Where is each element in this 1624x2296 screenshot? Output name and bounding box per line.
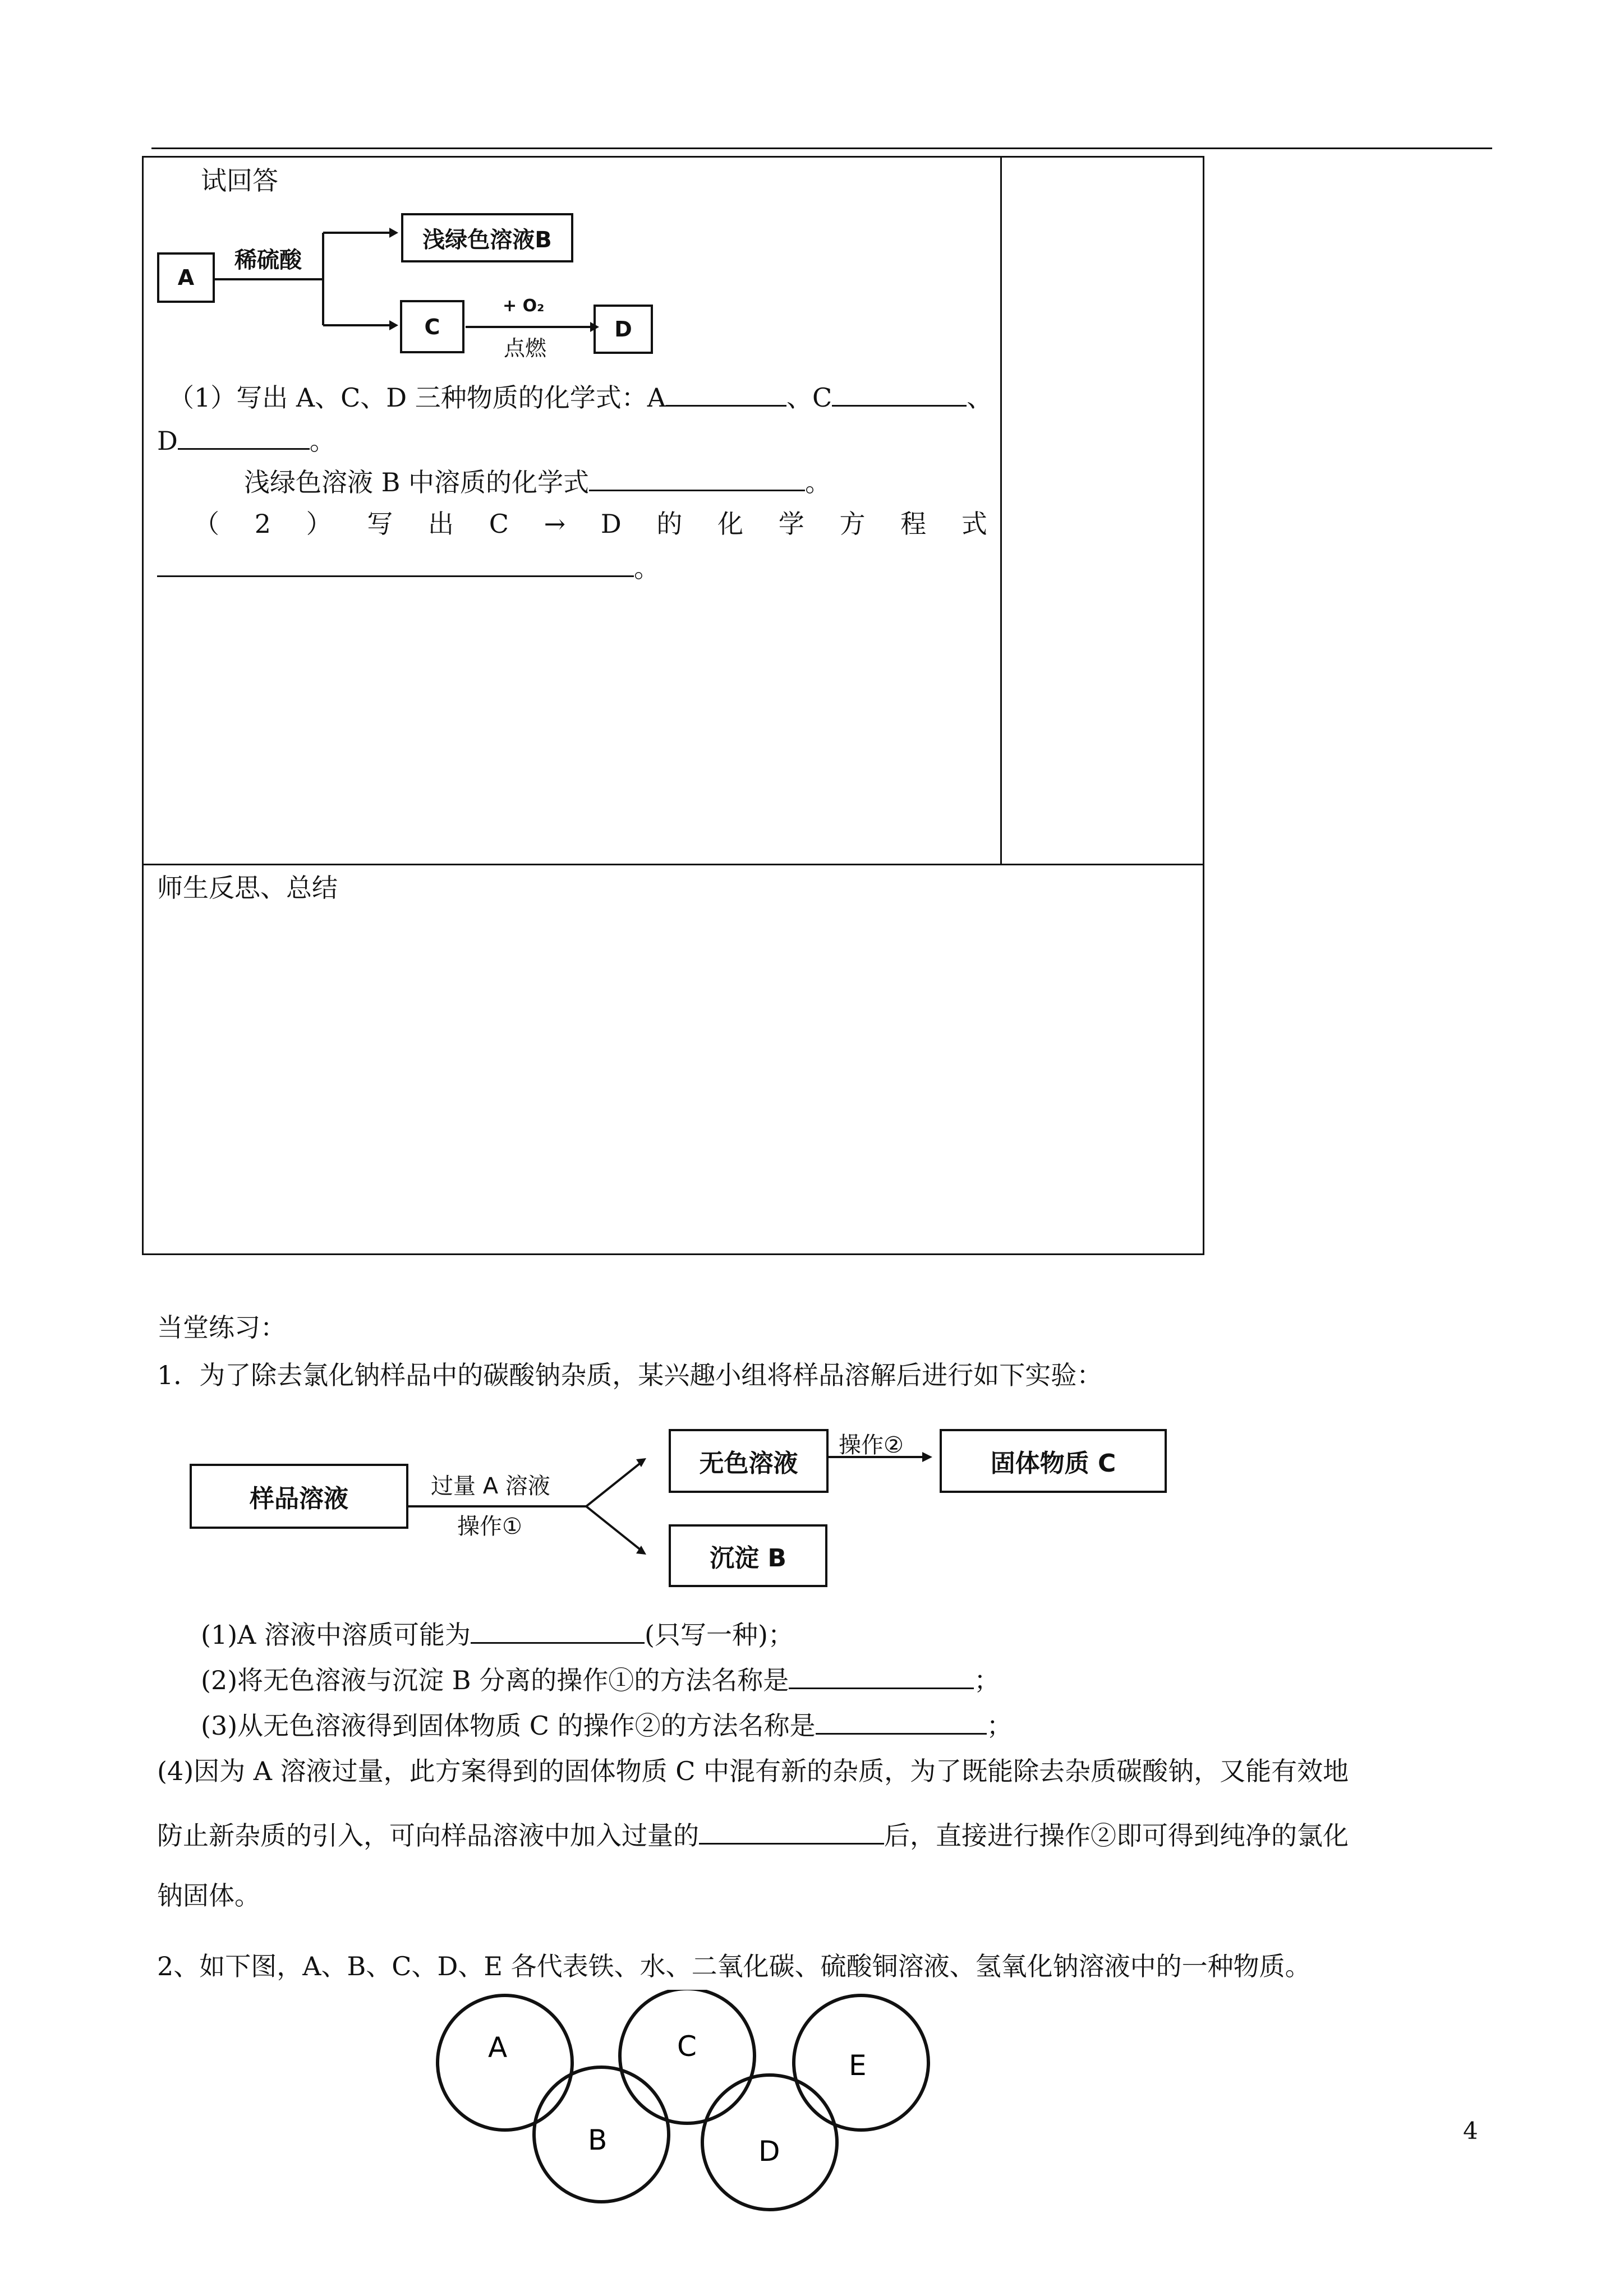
question-1-sep-c: 、C xyxy=(786,382,832,413)
question-2-answer-line xyxy=(157,550,660,585)
ring-label-d: D xyxy=(758,2135,780,2168)
sub-question-3-text: (3)从无色溶液得到固体物质 C 的操作②的方法名称是 xyxy=(201,1711,816,1741)
page-number: 4 xyxy=(1463,2117,1478,2145)
flow2-reagent-top: 过量 A 溶液 xyxy=(431,1473,550,1499)
ring-label-e: E xyxy=(849,2049,867,2082)
ring-label-a: A xyxy=(488,2031,508,2064)
ring-label-c: C xyxy=(677,2030,697,2063)
arrowhead-c xyxy=(389,320,398,330)
flow2-reagent-bottom: 操作① xyxy=(457,1514,522,1539)
answer-blank-op2[interactable] xyxy=(816,1707,987,1735)
question-1-sep-end: 、 xyxy=(967,382,993,413)
q2-char: 学 xyxy=(778,509,804,539)
sub-question-4-line-2 xyxy=(157,1817,1349,1852)
ring-label-b: B xyxy=(588,2124,608,2156)
practice-question-1: 1．为了除去氯化钠样品中的碳酸钠杂质，某兴趣小组将样品溶解后进行如下实验： xyxy=(157,1360,1103,1390)
flow1-box-d xyxy=(594,305,653,354)
q2-char: 出 xyxy=(428,509,454,539)
q2-char: 写 xyxy=(367,509,393,539)
flow1-box-a-label: A xyxy=(177,265,195,290)
table-column-divider xyxy=(1000,156,1002,864)
question-1-line-b xyxy=(244,464,831,499)
flow2-sample-label: 样品溶液 xyxy=(250,1484,348,1513)
q2-char: ） xyxy=(306,509,332,539)
q2-char: 2 xyxy=(254,509,271,539)
summary-title: 师生反思、总结 xyxy=(157,873,338,903)
flow2-box-sample xyxy=(190,1464,408,1529)
flow1-condition-top: + O₂ xyxy=(503,296,545,316)
practice-question-2: 2、如下图，A、B、C、D、E 各代表铁、水、二氧化碳、硫酸铜溶液、氢氧化钠溶液中的一种物质。 xyxy=(157,1951,1311,1981)
answer-blank-c[interactable] xyxy=(832,379,967,407)
q2-char: D xyxy=(600,509,622,539)
question-1-d-period: 。 xyxy=(309,426,335,456)
flow2-branch-down xyxy=(586,1506,640,1549)
flow2-box-precip xyxy=(669,1524,827,1587)
flow1-box-b-label: 浅绿色溶液B xyxy=(422,227,552,253)
sub-question-4-tail: 后，直接进行操作②即可得到纯净的氯化 xyxy=(884,1820,1349,1851)
sub-question-2 xyxy=(201,1662,1000,1697)
question-2-period: 。 xyxy=(634,553,660,583)
practice-heading: 当堂练习： xyxy=(157,1312,286,1343)
cell-title: 试回答 xyxy=(201,165,278,196)
sub-question-1-tail: (只写一种)； xyxy=(645,1620,794,1650)
question-2-line xyxy=(194,507,987,541)
sub-question-1 xyxy=(201,1616,794,1652)
answer-blank-a[interactable] xyxy=(666,379,786,407)
answer-blank-op1[interactable] xyxy=(789,1662,974,1689)
question-1-b-label: 浅绿色溶液 B 中溶质的化学式 xyxy=(244,467,590,497)
q2-char: 程 xyxy=(900,509,927,539)
q2-char: 化 xyxy=(717,509,744,539)
flow2-colorless-label: 无色溶液 xyxy=(699,1449,798,1478)
flow2-arrowhead-op2 xyxy=(922,1452,932,1462)
flow1-box-a xyxy=(157,252,215,303)
q2-char: C xyxy=(489,509,509,539)
question-1-prefix: （1）写出 A、C、D 三种物质的化学式：A xyxy=(168,382,666,413)
sub-question-1-text: (1)A 溶液中溶质可能为 xyxy=(201,1620,471,1650)
q2-char: （ xyxy=(194,509,219,539)
flow2-branch-up xyxy=(586,1464,640,1506)
table-row-divider xyxy=(142,864,1204,865)
sub-question-4-line-3: 钠固体。 xyxy=(157,1880,260,1911)
q2-char: 式 xyxy=(961,509,987,539)
answer-blank-b-solute[interactable] xyxy=(589,464,805,491)
question-1-line-d xyxy=(157,422,335,458)
sub-question-3-tail: ； xyxy=(986,1711,1013,1741)
sub-question-2-text: (2)将无色溶液与沉淀 B 分离的操作①的方法名称是 xyxy=(201,1665,789,1695)
flow2-box-solid xyxy=(940,1429,1167,1493)
flow1-condition-bottom: 点燃 xyxy=(504,336,547,361)
arrowhead-b xyxy=(389,228,398,238)
question-1-line xyxy=(168,379,992,414)
q2-char: 方 xyxy=(839,509,866,539)
sub-question-2-tail: ； xyxy=(974,1665,1000,1695)
flow1-box-b xyxy=(401,213,573,262)
question-1-b-period: 。 xyxy=(805,467,831,497)
flow1-box-c-label: C xyxy=(424,314,440,339)
q2-char: → xyxy=(544,509,566,539)
flow1-box-d-label: D xyxy=(614,317,632,342)
flow1-box-c xyxy=(400,300,464,353)
q2-char: 的 xyxy=(656,509,683,539)
flow2-box-colorless xyxy=(669,1429,829,1493)
flow2-solid-label: 固体物质 C xyxy=(990,1449,1116,1478)
flow1-reagent-label: 稀硫酸 xyxy=(234,247,302,273)
flow2-op2-label: 操作② xyxy=(839,1432,904,1458)
answer-blank-a-solute[interactable] xyxy=(471,1616,645,1644)
header-rule xyxy=(151,147,1492,149)
question-1-d-label: D xyxy=(157,426,178,456)
rings-diagram xyxy=(426,1990,931,2214)
answer-blank-d[interactable] xyxy=(178,422,310,450)
sub-question-4-line-1: (4)因为 A 溶液过量，此方案得到的固体物质 C 中混有新的杂质，为了既能除去杂质碳酸钠，又能有效地 xyxy=(157,1756,1349,1786)
answer-blank-equation[interactable] xyxy=(157,550,634,577)
answer-blank-reagent[interactable] xyxy=(699,1817,884,1845)
sub-question-4-text: 防止新杂质的引入，可向样品溶液中加入过量的 xyxy=(157,1820,699,1851)
flow2-precip-label: 沉淀 B xyxy=(710,1544,786,1573)
sub-question-3 xyxy=(201,1707,1013,1742)
